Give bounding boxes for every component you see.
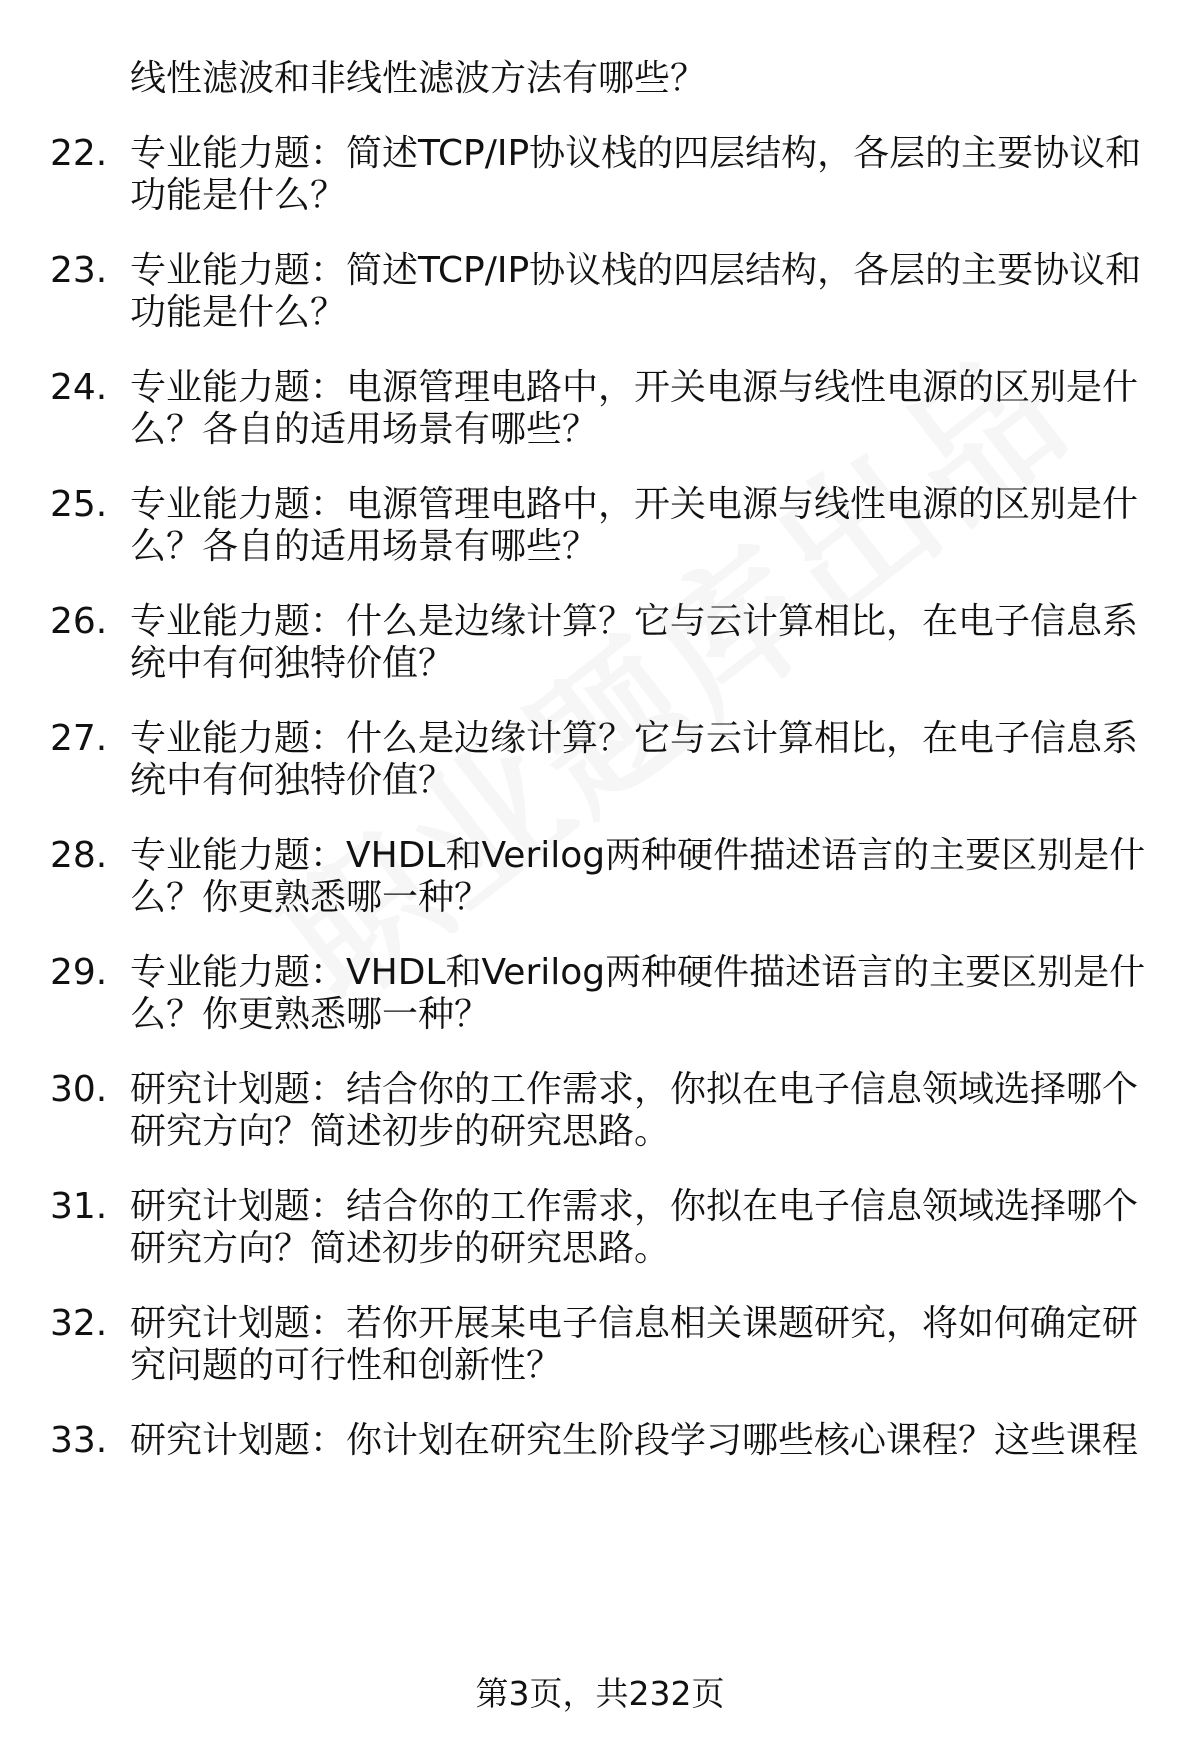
question-26-line-2: 统中有何独特价值？	[130, 643, 455, 684]
page-footer: 第3页，共232页	[475, 1674, 725, 1713]
question-33-line-1: 研究计划题：你计划在研究生阶段学习哪些核心课程？这些课程	[130, 1420, 1139, 1461]
question-25-line-1: 专业能力题：电源管理电路中，开关电源与线性电源的区别是什	[130, 484, 1139, 525]
continuation-line: 线性滤波和非线性滤波方法有哪些？	[130, 58, 707, 99]
question-28-line-1: 专业能力题：VHDL和Verilog两种硬件描述语言的主要区别是什	[130, 835, 1146, 876]
question-26-line-1: 专业能力题：什么是边缘计算？它与云计算相比，在电子信息系	[130, 601, 1139, 642]
question-24-line-2: 么？各自的适用场景有哪些？	[130, 409, 599, 450]
question-23-line-1: 专业能力题：简述TCP/IP协议栈的四层结构，各层的主要协议和	[130, 250, 1142, 291]
question-number-33: 33.	[50, 1420, 108, 1461]
question-number-27: 27.	[50, 718, 108, 759]
question-32-line-2: 究问题的可行性和创新性？	[130, 1345, 563, 1386]
question-number-26: 26.	[50, 601, 108, 642]
question-32-line-1: 研究计划题：若你开展某电子信息相关课题研究，将如何确定研	[130, 1303, 1139, 1344]
question-29-line-1: 专业能力题：VHDL和Verilog两种硬件描述语言的主要区别是什	[130, 952, 1146, 993]
question-number-31: 31.	[50, 1186, 108, 1227]
question-number-32: 32.	[50, 1303, 108, 1344]
question-number-30: 30.	[50, 1069, 108, 1110]
question-25-line-2: 么？各自的适用场景有哪些？	[130, 526, 599, 567]
question-number-23: 23.	[50, 250, 108, 291]
question-24-line-1: 专业能力题：电源管理电路中，开关电源与线性电源的区别是什	[130, 367, 1139, 408]
question-27-line-1: 专业能力题：什么是边缘计算？它与云计算相比，在电子信息系	[130, 718, 1139, 759]
question-number-22: 22.	[50, 133, 108, 174]
question-number-28: 28.	[50, 835, 108, 876]
question-29-line-2: 么？你更熟悉哪一种？	[130, 994, 491, 1035]
question-28-line-2: 么？你更熟悉哪一种？	[130, 877, 491, 918]
question-number-25: 25.	[50, 484, 108, 525]
question-22-line-1: 专业能力题：简述TCP/IP协议栈的四层结构，各层的主要协议和	[130, 133, 1142, 174]
question-number-29: 29.	[50, 952, 108, 993]
question-31-line-2: 研究方向？简述初步的研究思路。	[130, 1228, 671, 1269]
question-27-line-2: 统中有何独特价值？	[130, 760, 455, 801]
question-31-line-1: 研究计划题：结合你的工作需求，你拟在电子信息领域选择哪个	[130, 1186, 1139, 1227]
question-22-line-2: 功能是什么？	[130, 175, 347, 216]
question-30-line-2: 研究方向？简述初步的研究思路。	[130, 1111, 671, 1152]
question-30-line-1: 研究计划题：结合你的工作需求，你拟在电子信息领域选择哪个	[130, 1069, 1139, 1110]
question-number-24: 24.	[50, 367, 108, 408]
question-23-line-2: 功能是什么？	[130, 292, 347, 333]
